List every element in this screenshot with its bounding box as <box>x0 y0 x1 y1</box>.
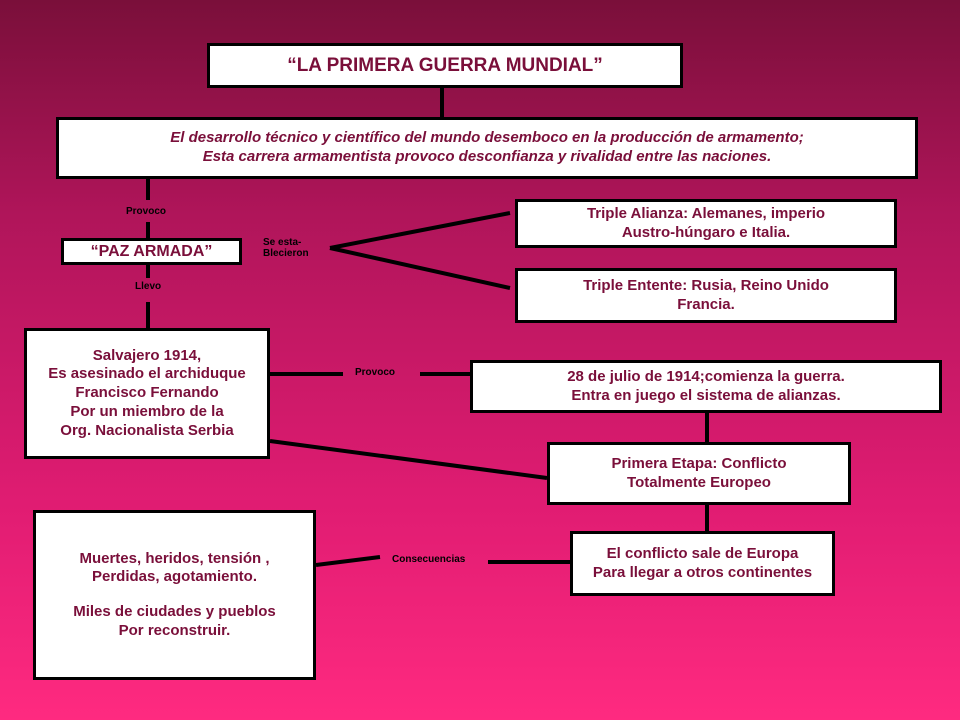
paz-armada-text: “PAZ ARMADA” <box>90 242 213 260</box>
sarajevo-line-5: Org. Nacionalista Serbia <box>60 421 234 439</box>
connector-muertes-consecuencias <box>316 557 380 565</box>
comienza-line-1: 28 de julio de 1914;comienza la guerra. <box>567 367 845 385</box>
sarajevo-line-1: Salvajero 1914, <box>92 346 202 364</box>
sarajevo-line-2: Es asesinado el archiduque <box>48 365 246 383</box>
diagram-title <box>207 43 683 88</box>
sale-europa-box <box>570 531 835 596</box>
sale-europa-line-2: Para llegar a otros continentes <box>592 563 813 581</box>
primera-etapa-box <box>547 442 851 505</box>
connector-paz-fork-2 <box>330 248 510 288</box>
label-llevo: Llevo <box>135 281 162 292</box>
triple-entente-box <box>515 268 897 323</box>
paz-armada-box <box>61 238 242 265</box>
description-line-1: El desarrollo técnico y científico del mundo desemboco en la producción de armamento; <box>170 129 804 147</box>
label-provoco-1: Provoco <box>126 206 167 217</box>
triple-alianza-box <box>515 199 897 248</box>
consecuencias-line-1: Muertes, heridos, tensión , <box>79 549 270 567</box>
description-box <box>56 117 918 179</box>
comienza-line-2: Entra en juego el sistema de alianzas. <box>571 386 841 404</box>
label-se-establecieron-line-1: Se esta- <box>263 237 302 248</box>
triple-alianza-line-2: Austro-húngaro e Italia. <box>621 223 791 241</box>
triple-entente-line-1: Triple Entente: Rusia, Reino Unido <box>583 276 829 294</box>
title-text: “LA PRIMERA GUERRA MUNDIAL” <box>287 54 603 76</box>
label-consecuencias: Consecuencias <box>392 554 466 565</box>
primera-etapa-line-2: Totalmente Europeo <box>627 473 771 491</box>
sarajevo-box <box>24 328 270 459</box>
consecuencias-line-4: Por reconstruir. <box>118 621 231 639</box>
triple-alianza-line-1: Triple Alianza: Alemanes, imperio <box>586 204 826 222</box>
description-line-2: Esta carrera armamentista provoco desconfianza y rivalidad entre las naciones. <box>202 148 772 165</box>
connector-paz-fork <box>330 213 510 248</box>
sarajevo-line-4: Por un miembro de la <box>70 402 224 420</box>
sarajevo-line-3: Francisco Fernando <box>75 384 219 402</box>
label-provoco-2: Provoco <box>355 367 396 378</box>
sale-europa-line-1: El conflicto sale de Europa <box>606 544 799 562</box>
label-se-establecieron <box>263 238 309 259</box>
triple-entente-line-2: Francia. <box>677 295 735 313</box>
consecuencias-line-3: Miles de ciudades y pueblos <box>73 603 276 620</box>
connector-sarajevo-etapa <box>270 441 547 478</box>
consecuencias-box <box>33 510 316 680</box>
label-se-establecieron-line-2: Blecieron <box>263 247 309 259</box>
comienza-guerra-box <box>470 360 942 413</box>
consecuencias-line-2: Perdidas, agotamiento. <box>91 568 258 586</box>
primera-etapa-line-1: Primera Etapa: Conflicto <box>611 454 787 472</box>
